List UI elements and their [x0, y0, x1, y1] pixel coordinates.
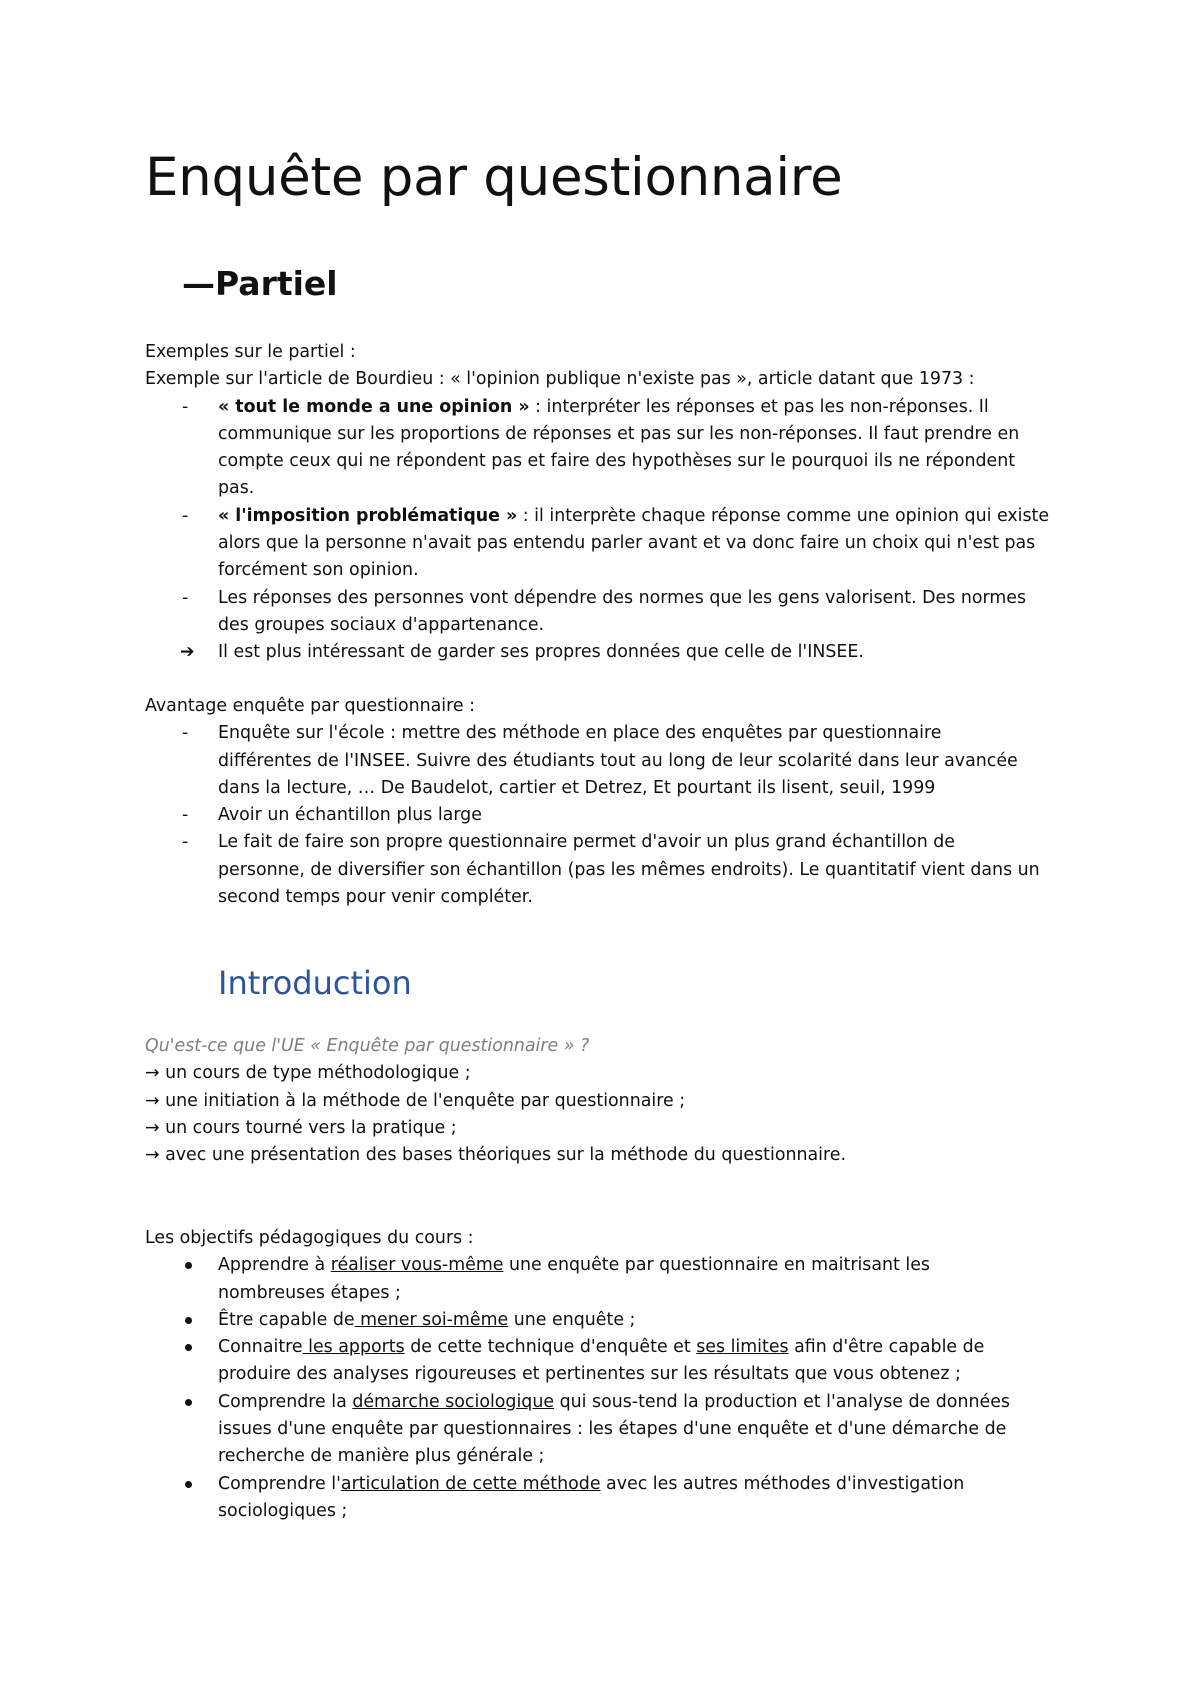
intro-question: Qu'est-ce que l'UE « Enquête par questionnaire » ? [145, 1036, 590, 1056]
text-span: qui sous-tend la production et l'analyse de données [554, 1391, 1010, 1412]
underlined-term: articulation de cette méthode [340, 1473, 601, 1494]
list-item [145, 1471, 1075, 1526]
partiel-example: Exemple sur l'article de Bourdieu : « l'opinion publique n'existe pas », article datant que 1973 : [145, 369, 975, 390]
intro-arrow-line: → un cours tourné vers la pratique ; [145, 1117, 457, 1138]
list-item [145, 829, 1075, 911]
text-line: Le fait de faire son propre questionnaire permet d'avoir un plus grand échantillon de [218, 832, 955, 853]
avantage-list [145, 720, 1075, 911]
list-item [145, 503, 1075, 585]
text-span: Connaitre [218, 1337, 303, 1358]
bullet-icon [185, 1262, 192, 1269]
text-line: issues d'une enquête par questionnaires : les étapes d'une enquête et d'une démarche de [218, 1419, 1007, 1440]
text-span: Apprendre à [218, 1255, 331, 1276]
partiel-list [145, 394, 1075, 667]
partiel-intro: Exemples sur le partiel : [145, 342, 356, 362]
objectifs-heading: Les objectifs pédagogiques du cours : [145, 1228, 474, 1248]
list-item [145, 639, 1075, 666]
text-line: nombreuses étapes ; [218, 1282, 401, 1303]
text-line: pas. [218, 478, 255, 499]
dash-marker: - [182, 723, 189, 744]
text-line: compte ceux qui ne répondent pas et faire des hypothèses sur le pourquoi ils ne répondent [218, 451, 1016, 472]
text-span: Être capable de [218, 1309, 355, 1330]
text-line: : il interprète chaque réponse comme une opinion qui existe [517, 505, 1050, 526]
objectifs-section [145, 1225, 1075, 1525]
text-line: Avoir un échantillon plus large [218, 805, 482, 826]
text-line: Il est plus intéressant de garder ses propres données que celle de l'INSEE. [218, 642, 864, 663]
underlined-term: ses limites [696, 1337, 789, 1358]
bullet-icon [185, 1399, 192, 1406]
text-span: de cette technique d'enquête et [404, 1337, 697, 1358]
dash-marker: - [182, 505, 189, 526]
avantage-section [145, 693, 1075, 911]
text-span: afin d'être capable de [788, 1337, 985, 1358]
partiel-heading: —Partiel [182, 264, 338, 303]
document-title: Enquête par questionnaire [145, 147, 843, 208]
list-item [145, 585, 1075, 640]
bold-term: « l'imposition problématique » [218, 505, 518, 526]
list-item [145, 802, 1075, 829]
introduction-heading: Introduction [218, 964, 412, 1002]
bold-term: « tout le monde a une opinion » [218, 396, 530, 417]
dash-marker: - [182, 832, 189, 853]
text-line: alors que la personne n'avait pas entendu parler avant et va donc faire un choix qui n'est pas [218, 533, 1036, 554]
list-item [145, 394, 1075, 503]
text-line: second temps pour venir compléter. [218, 887, 533, 908]
text-line: sociologiques ; [218, 1500, 348, 1521]
list-item [145, 720, 1075, 802]
arrow-icon: ➔ [180, 642, 195, 663]
text-line: Les réponses des personnes vont dépendre des normes que les gens valorisent. Des normes [218, 587, 1027, 608]
text-line: forcément son opinion. [218, 560, 419, 581]
list-item [145, 1334, 1075, 1389]
avantage-heading: Avantage enquête par questionnaire : [145, 696, 475, 716]
bullet-icon [185, 1344, 192, 1351]
text-line: dans la lecture, … De Baudelot, cartier et Detrez, Et pourtant ils lisent, seuil, 1999 [218, 777, 936, 798]
text-line: produire des analyses rigoureuses et pertinentes sur les résultats que vous obtenez ; [218, 1364, 961, 1385]
partiel-section [145, 339, 1075, 667]
list-item [145, 1307, 1075, 1334]
underlined-term: les apports [302, 1337, 405, 1358]
intro-arrow-line: → une initiation à la méthode de l'enquête par questionnaire ; [145, 1090, 686, 1111]
dash-marker: - [182, 587, 189, 608]
dash-marker: - [182, 805, 189, 826]
introduction-section [145, 1033, 1075, 1169]
text-span: avec les autres méthodes d'investigation [600, 1473, 965, 1494]
text-line: personne, de diversifier son échantillon (pas les mêmes endroits). Le quantitatif vient dans un [218, 859, 1040, 880]
underlined-term: réaliser vous-même [330, 1255, 504, 1276]
text-line: communique sur les proportions de réponses et pas sur les non-réponses. Il faut prendre en [218, 423, 1020, 444]
list-item [145, 1389, 1075, 1471]
underlined-term: démarche sociologique [352, 1391, 555, 1412]
list-item [145, 1252, 1075, 1307]
text-span: une enquête par questionnaire en maitrisant les [503, 1255, 930, 1276]
text-line: des groupes sociaux d'appartenance. [218, 614, 545, 635]
text-line: différentes de l'INSEE. Suivre des étudiants tout au long de leur scolarité dans leur avancée [218, 750, 1018, 771]
dash-marker: - [182, 396, 189, 417]
bullet-icon [185, 1317, 192, 1324]
text-line: Enquête sur l'école : mettre des méthode en place des enquêtes par questionnaire [218, 723, 942, 744]
intro-arrow-line: → avec une présentation des bases théoriques sur la méthode du questionnaire. [145, 1145, 846, 1166]
objectifs-list [145, 1252, 1075, 1525]
text-span: Comprendre l' [218, 1473, 341, 1494]
text-span: une enquête ; [508, 1309, 636, 1330]
underlined-term: mener soi-même [354, 1309, 509, 1330]
bullet-icon [185, 1481, 192, 1488]
text-span: Comprendre la [218, 1391, 353, 1412]
text-line: : interpréter les réponses et pas les non-réponses. Il [529, 396, 989, 417]
text-line: recherche de manière plus générale ; [218, 1446, 545, 1467]
intro-arrow-line: → un cours de type méthodologique ; [145, 1063, 471, 1084]
